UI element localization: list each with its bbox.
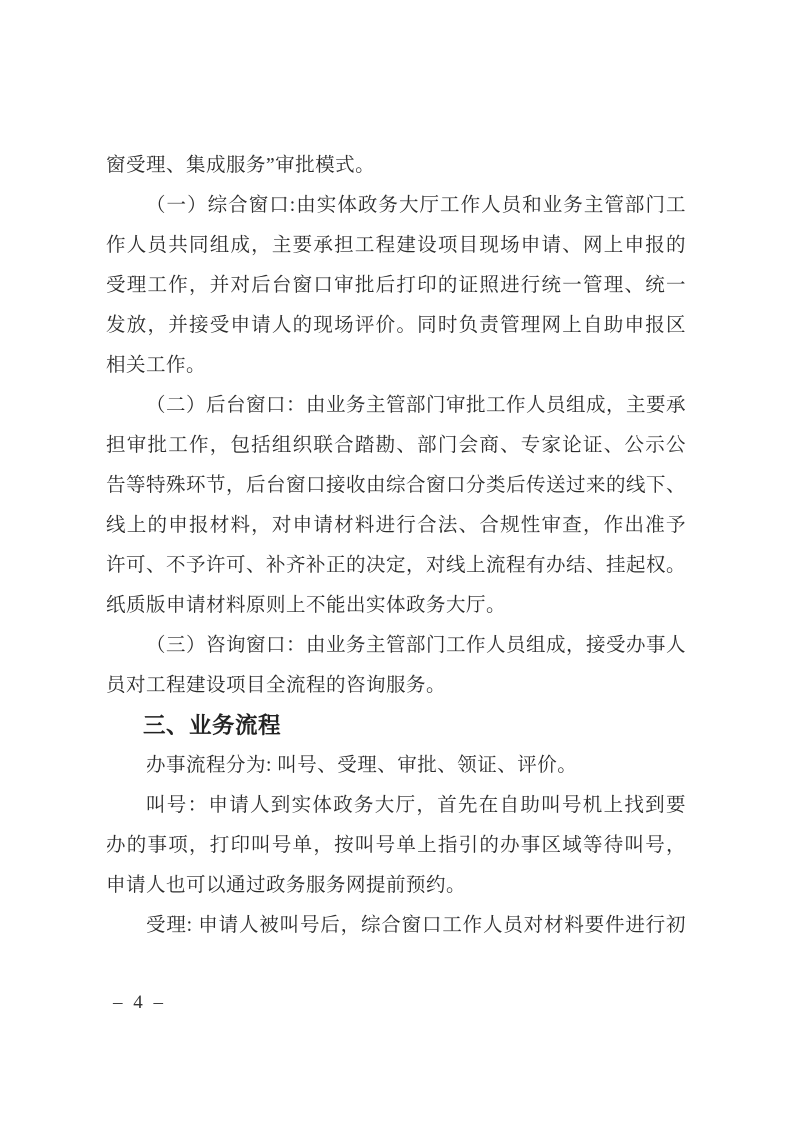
paragraph-call-number xyxy=(106,786,686,906)
page-number: – 4 – xyxy=(113,992,166,1013)
paragraph-acceptance xyxy=(106,906,686,946)
text-line: 许可、不予许可、补齐补正的决定，对线上流程有办结、挂起权。 xyxy=(106,555,687,576)
text-line: 相关工作。 xyxy=(106,355,207,376)
text-line: 办的事项，打印叫号单，按叫号单上指引的办事区域等待叫号， xyxy=(106,835,686,856)
text-line: 申请人也可以通过政务服务网提前预约。 xyxy=(106,875,467,896)
text-line: 窗受理、集成服务”审批模式。 xyxy=(106,155,376,176)
text-line: 担审批工作，包括组织联合踏勘、部门会商、专家论证、公示公 xyxy=(106,435,686,456)
text-line: 办事流程分为: 叫号、受理、审批、领证、评价。 xyxy=(146,755,578,776)
text-line: （二）后台窗口：由业务主管部门审批工作人员组成，主要承 xyxy=(146,395,687,416)
text-line: 受理工作，并对后台窗口审批后打印的证照进行统一管理、统一 xyxy=(106,275,686,296)
text-line: 告等特殊环节，后台窗口接收由综合窗口分类后传送过来的线下、 xyxy=(106,475,687,496)
text-line: （三）咨询窗口：由业务主管部门工作人员组成，接受办事人 xyxy=(146,635,687,656)
paragraph-continuation xyxy=(106,146,686,186)
paragraph-process-steps xyxy=(106,746,686,786)
text-line: 叫号：申请人到实体政务大厅，首先在自助叫号机上找到要 xyxy=(146,795,686,816)
section-heading-business-process xyxy=(106,706,686,746)
paragraph-comprehensive-window xyxy=(106,186,686,386)
text-line: 作人员共同组成，主要承担工程建设项目现场申请、网上申报的 xyxy=(106,235,686,256)
text-line: （一）综合窗口:由实体政务大厅工作人员和业务主管部门工 xyxy=(146,195,686,216)
text-line: 发放，并接受申请人的现场评价。同时负责管理网上自助申报区 xyxy=(106,315,686,336)
text-line: 线上的申报材料，对申请材料进行合法、合规性审查，作出准予 xyxy=(106,515,686,536)
paragraph-consultation-window xyxy=(106,626,686,706)
document-body xyxy=(106,146,686,946)
text-line: 纸质版申请材料原则上不能出实体政务大厅。 xyxy=(106,595,507,616)
text-line: 员对工程建设项目全流程的咨询服务。 xyxy=(106,675,447,696)
paragraph-back-office-window xyxy=(106,386,686,626)
text-line: 受理: 申请人被叫号后，综合窗口工作人员对材料要件进行初 xyxy=(146,915,686,936)
section-heading: 三、业务流程 xyxy=(143,713,282,738)
